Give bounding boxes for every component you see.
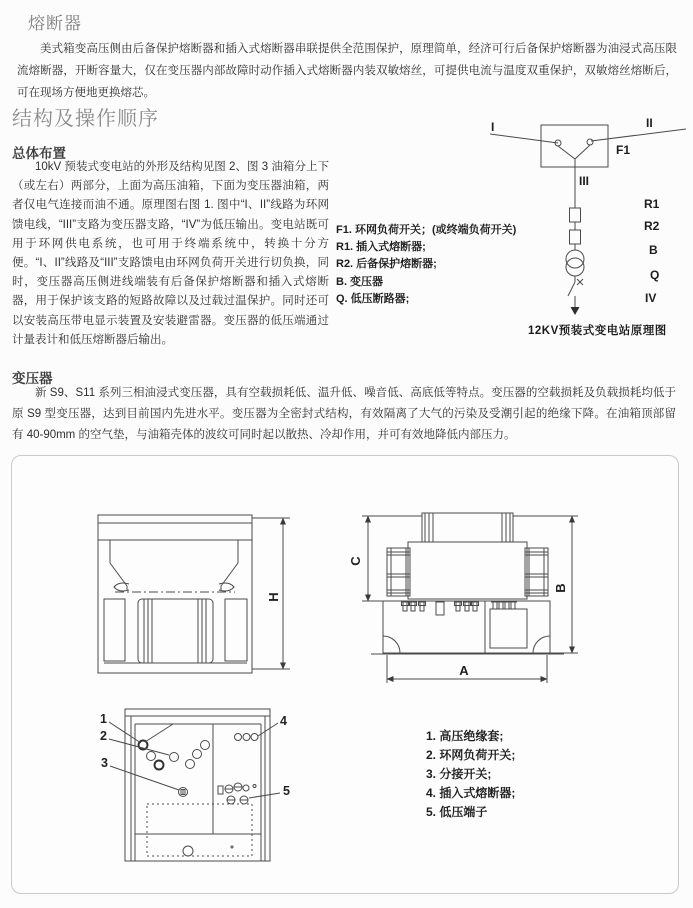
- part-item-1: 1. 高压绝缘套;: [426, 729, 504, 743]
- transformer-symbol: [566, 250, 584, 268]
- callout-4: 4: [280, 714, 287, 728]
- figure-panel: [11, 455, 679, 894]
- callout-1: 1: [100, 712, 107, 726]
- callout-5: 5: [283, 784, 290, 798]
- part-item-5: 5. 低压端子: [426, 805, 488, 819]
- side-view-drawing: [371, 513, 564, 654]
- breaker-symbol: [568, 282, 575, 296]
- line-label-ii: II: [646, 116, 653, 130]
- part-item-4: 4. 插入式熔断器;: [426, 786, 516, 800]
- cable-compartment: [490, 609, 527, 648]
- top-view-drawing: [109, 709, 280, 861]
- fuse-paragraph: 美式箱变高压侧由后备保护熔断器和插入式熔断器串联提供全范围保护，原理简单，经济可行后备保护熔断器为油浸式高压限流熔断器，开断容量大，仅在变压器内部故障时动作插入式熔断器内装双敏熔丝，可提供电流与温度双重保护，双敏熔丝熔断后，可在现场方便地更换熔芯。: [17, 43, 677, 99]
- dim-label-a: A: [459, 663, 469, 678]
- output-arrow: [571, 307, 580, 315]
- lv-terminals: [218, 783, 256, 804]
- front-view-drawing: [98, 515, 252, 673]
- bushing-pins: [402, 602, 518, 615]
- fuse-symbol-r2: [570, 230, 581, 244]
- dimension-a: [387, 655, 547, 683]
- section-title-structure: 结构及操作顺序: [12, 108, 159, 130]
- legend-item-r1: R1. 插入式熔断器;: [336, 241, 426, 254]
- legend-item-q: Q. 低压断路器;: [336, 292, 410, 305]
- callout-3: 3: [101, 756, 108, 770]
- diagram-caption: 12KV预装式变电站原理图: [528, 325, 667, 337]
- label-b: B: [649, 243, 658, 257]
- legend-item-r2: R2. 后备保护熔断器;: [336, 258, 437, 271]
- small-dot: [231, 846, 233, 848]
- dim-label-b: B: [553, 583, 568, 593]
- part-item-2: 2. 环网负荷开关;: [426, 748, 516, 762]
- label-iv: IV: [645, 291, 657, 305]
- switch-label-f1: F1: [616, 143, 631, 157]
- dim-label-c: C: [348, 556, 363, 566]
- branch-label-iii: III: [579, 174, 590, 188]
- fuse-symbol-r1: [570, 208, 581, 222]
- label-r1: R1: [644, 197, 660, 211]
- technical-drawings: [12, 456, 678, 893]
- layout-paragraph: 10kV 预装式变电站的外形及结构见图 2、图 3 油箱分上下（或左右）两部分，上面为高压油箱，下面为变压器油箱，两者仅电气连接而油不通。原理图右图 1. 图中“I、II”线路为环网馈电线，“III”支路为变压器支路，“IV”为低压输出。变电站既可用于环网供电系统，也可用于终端系统中，转换十分方便。“I、II”线路及“III”支路馈电由环网负荷开关进行切负换，同时，变压器高压侧进线端装有后备保护熔断器和插入式熔断器，用于保护该支路的短路故障以及过载过温保护。同时还可以安装高压带电显示装置及安装避雷器。变压器的低压端通过计量表计和低压熔断器后输出。: [12, 161, 329, 346]
- dimension-h: [252, 518, 290, 669]
- section-title-fuse: 熔断器: [28, 14, 82, 33]
- legend-item-b: B. 变压器: [336, 275, 384, 288]
- callout-2: 2: [100, 729, 107, 743]
- line-label-i: I: [491, 120, 495, 134]
- dimension-b: [513, 516, 578, 653]
- section-title-transformer: 变压器: [12, 371, 53, 386]
- parts-list: [426, 727, 515, 822]
- subsection-title-layout: 总体布置: [12, 146, 66, 161]
- label-q: Q: [650, 268, 660, 282]
- part-item-3: 3. 分接开关;: [426, 767, 492, 781]
- load-switch-box: [490, 125, 686, 167]
- legend-item-f1: F1. 环网负荷开关；(或终端负荷开关): [336, 224, 517, 236]
- hv-bushings: [139, 741, 210, 770]
- diagram-legend: [336, 222, 516, 308]
- drain-hole: [183, 846, 193, 856]
- label-r2: R2: [644, 219, 660, 233]
- tap-switch: [179, 788, 188, 797]
- dim-label-h: H: [266, 592, 281, 602]
- plug-in-fuses: [235, 734, 259, 741]
- dashed-outline: [147, 804, 252, 856]
- dimension-c: [348, 516, 422, 601]
- transformer-paragraph: 新 S9、S11 系列三相油浸式变压器，具有空载损耗低、温升低、噪音低、高底低等特点。变压器的空载损耗及负载损耗均低于原 S9 型变压器，达到目前国内先进水平。变压器为全密封式结构，有效隔离了大气的污染及受潮引起的绝缘下降。在油箱顶部留有 40-90mm 的空气垫，与油箱壳体的波纹可同时起以散热、冷却作用，并可有效地降低内部压力。: [12, 387, 676, 441]
